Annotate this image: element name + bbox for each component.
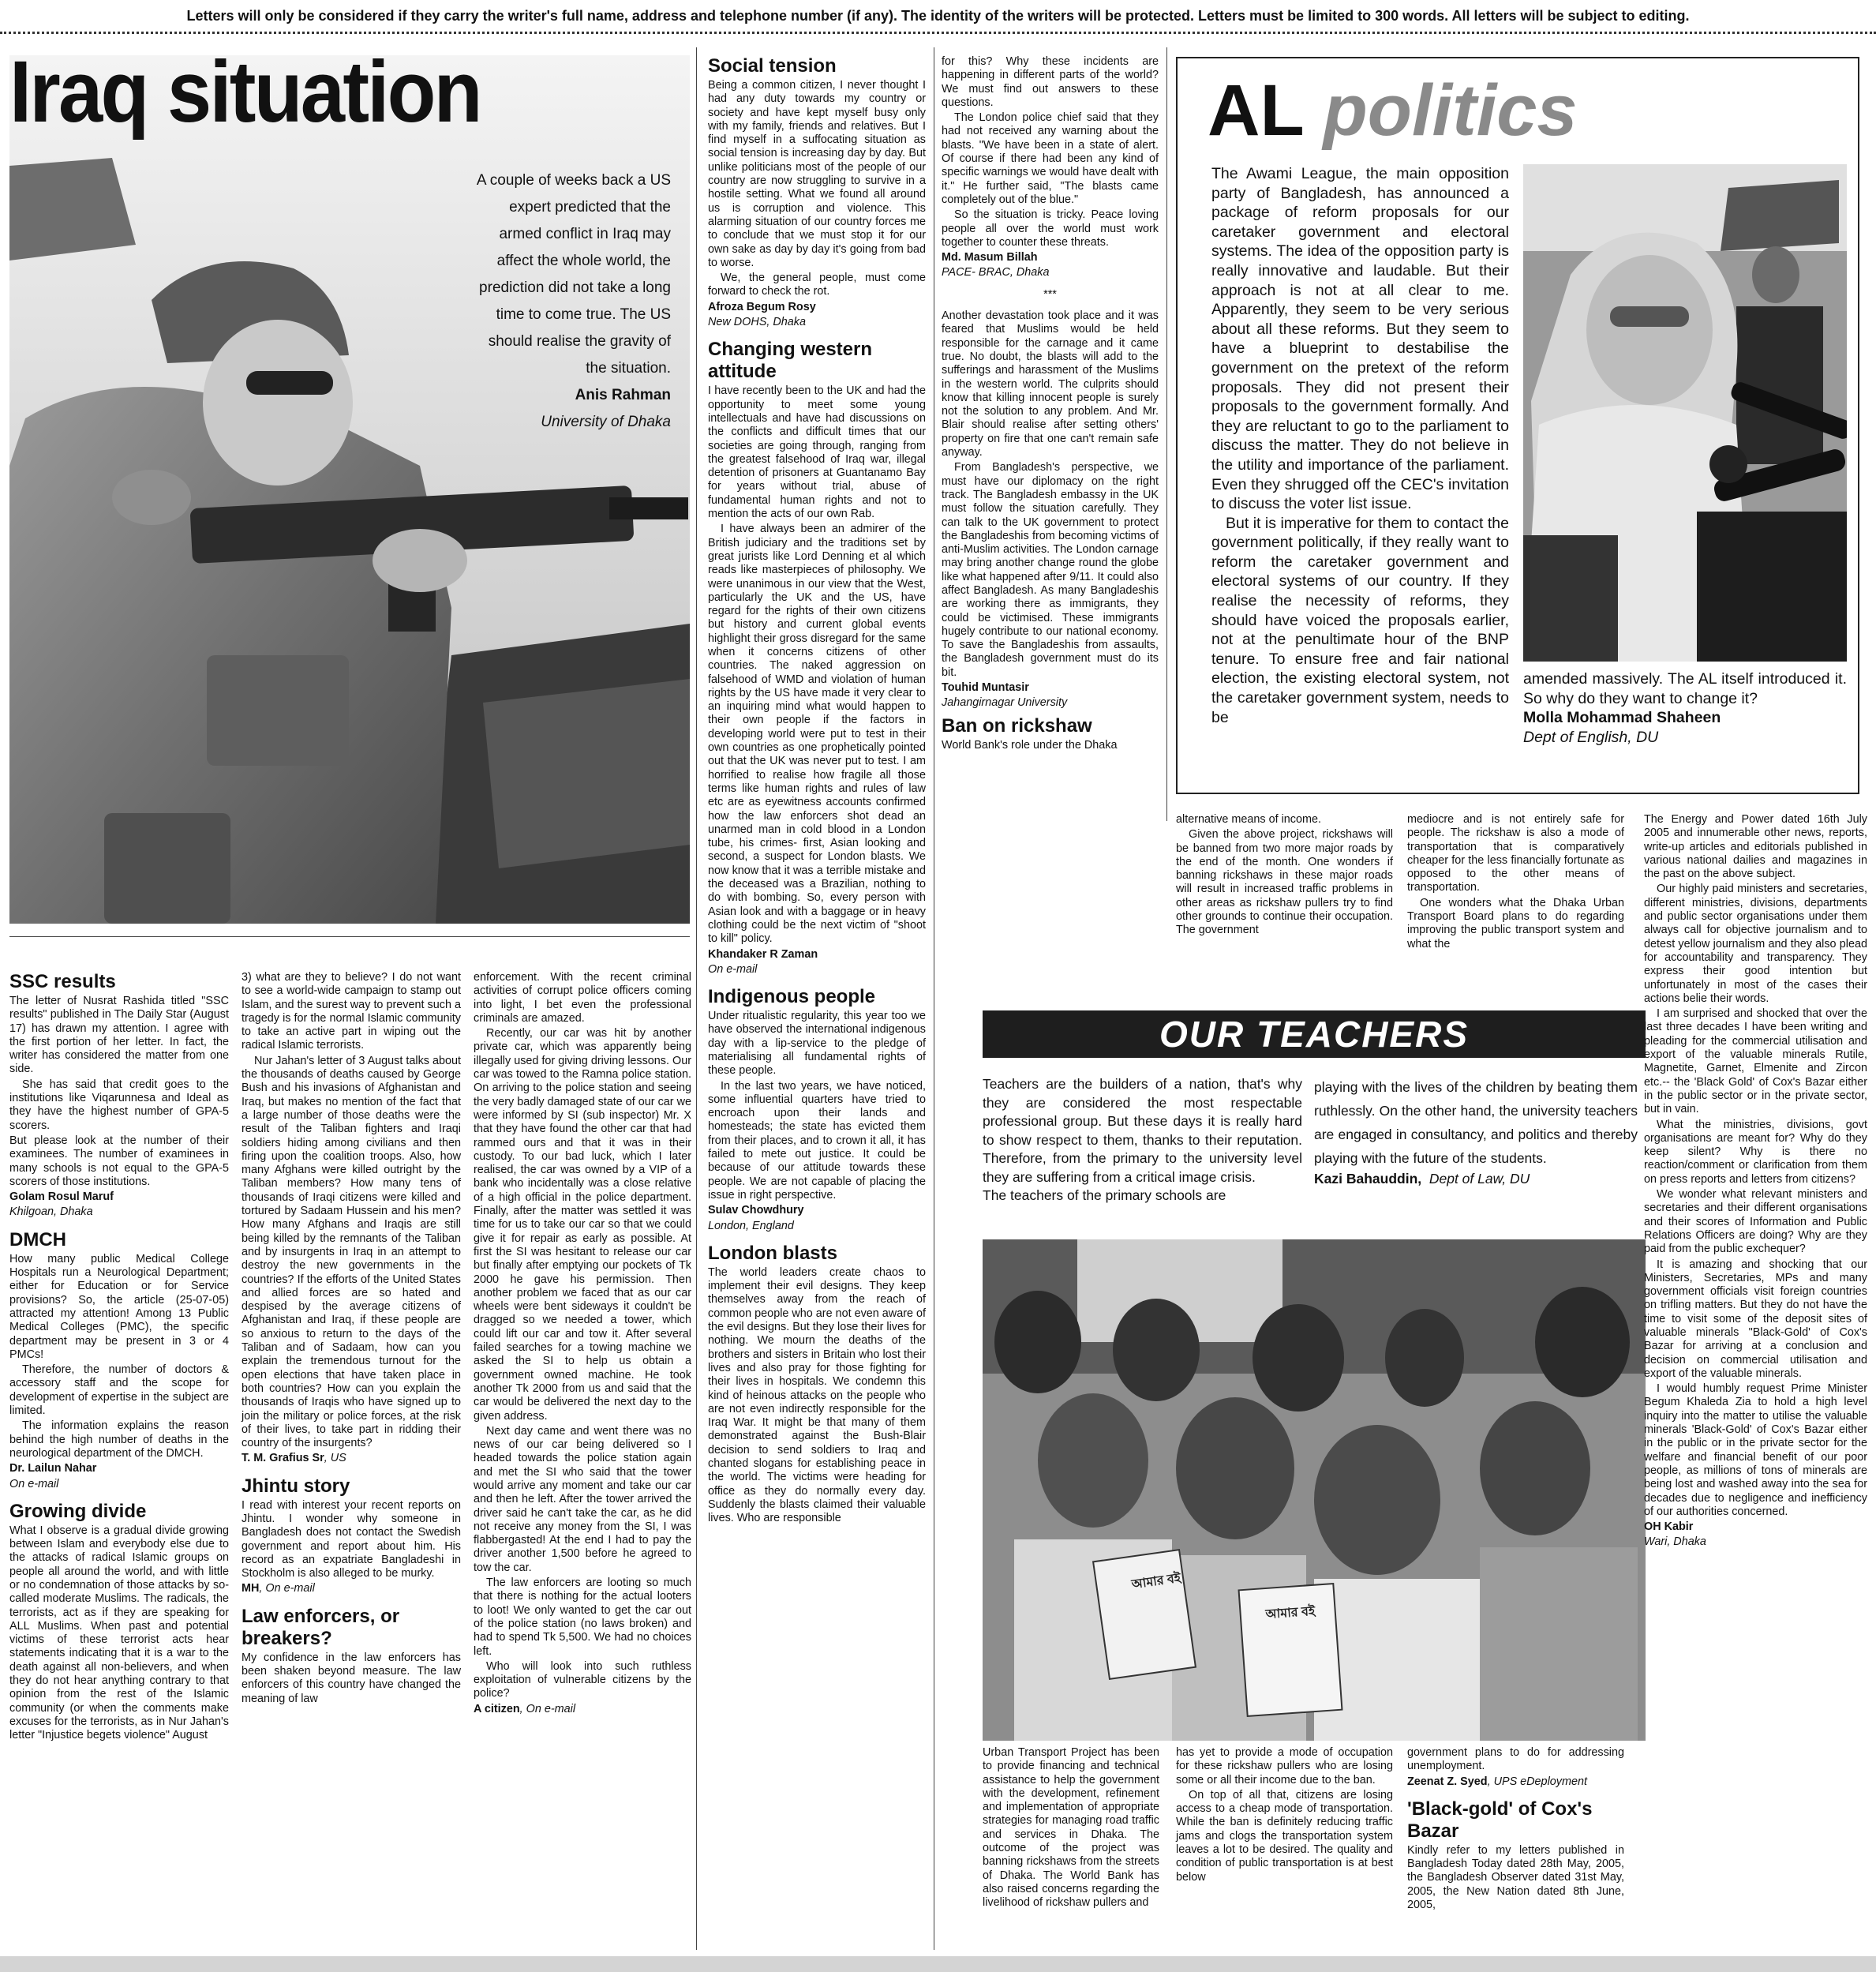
indigenous-author: Sulav Chowdhury	[708, 1204, 804, 1217]
indigenous-body: In the last two years, we have noticed, some influential quarters have tried to encroach upon their lands and homesteads; the state has evicted them from their places, and to crown it all, it has failed to mete out justice. It could be because of our attitude towards these people. We are not capable of placing the issue in right perspective.	[708, 1079, 926, 1202]
growing-divide-body: Nur Jahan's letter of 3 August talks about the thousands of deaths caused by George Bush and his invasions of Afghanistan and Iraq, but makes no mention of the fact that a large number of those deaths were the result of the Taliban fighters and Iraqi soldiers hiding among civilians and then firing upon the coalition troops. Also, how many Afghans were killed outright by the Taliban members? How many tens of thousands of Iraqi citizens were killed and tortured by Sadaam Hussein and his men? How many Afghans and Iraqis are still being killed by the remnants of the Taliban and by insurgents in Iraq in an attempt to destroy the new governments in the countries? If the efforts of the United States and allied forces are so hated and despised by the average citizens of Afghanistan and Iraq, if these people are so anxious to return to the days of the Taliban and of Sadaam, how can you explain the tremendous turnout for the open elections that have taken place in both countries? How can you explain the thousands of Iraqis who have signed up to join the military or police forces, at the risk of their lives, to take part in ridding their country of the insurgents?	[242, 1054, 461, 1450]
law-enforcers-author: A citizen	[474, 1702, 520, 1715]
black-gold-body: It is amazing and shocking that our Ministers, Secretaries, MPs and many government officials visit foreign countries on trifling matters. But they do not have the time to visit some of the deposit sites of valuable minerals "Black-Gold' of Cox's Bazar for arriving at a conclusion and decision on commercial utilisation and export of the valuable minerals.	[1644, 1258, 1867, 1380]
jhintu-affiliation: , On e-mail	[259, 1582, 315, 1595]
indigenous-body: Under ritualistic regularity, this year too we have observed the international indigenous day with a lip-service to the pledge of materialising all fundamental rights of these people.	[708, 1010, 926, 1078]
iraq-affiliation: University of Dhaka	[541, 414, 671, 430]
al-body-p2: But it is imperative for them to contact the government politically, if they really want to reform the caretaker government and electoral systems of our country. If they realise the necessity of reforms, they should have voiced the proposals earlier, not at the penultimate hour of the BNP tenure. To ensure free and fair national election, the existing electoral system, not the caretaker government system, needs to be	[1211, 514, 1509, 726]
blasts-cont-body: The London police chief said that they had not received any warning about the blasts. "We have been in a state of alert. Of course if there had been any kind of specific warnings we would have dealt with it." He further said, "The blasts came completely out of the blue."	[942, 111, 1159, 206]
growing-divide-affiliation: , US	[324, 1452, 346, 1465]
ban-rickshaw-title: Ban on rickshaw	[942, 714, 1092, 737]
social-tension-title: Social tension	[708, 55, 837, 77]
black-gold-author: OH Kabir	[1644, 1520, 1694, 1534]
al-politics-tail	[1523, 669, 1847, 747]
black-gold-body: Kindly refer to my letters published in Bangladesh Today dated 28th May, 2005, the Bangladesh Observer dated 31st May, 2005, the New Nation dated 8th June, 2005,	[1407, 1843, 1624, 1912]
column-2b	[474, 971, 691, 1950]
indigenous-affiliation: London, England	[708, 1219, 794, 1232]
western-attitude-affiliation: On e-mail	[708, 962, 758, 976]
ban-rickshaw-body: World Bank's role under the Dhaka	[942, 738, 1118, 752]
al-author: Molla Mohammad Shaheen	[1523, 709, 1721, 727]
law-enforcers-body: The law enforcers are looting so much that there is nothing for the actual looters to loot! We only wanted to get the car out of the police station (no laws broken) and had to spend Tk 5,500. We had no choices left.	[474, 1576, 691, 1658]
teachers-body-p3: playing with the lives of the children by beating them ruthlessly. On the other hand, the university teachers are engaged in consultancy, and politics and thereby playing with the future of the students.	[1314, 1079, 1638, 1166]
western-attitude-body: I have always been an admirer of the British judiciary and the traditions set by great jurists like Lord Denning et al which reads like masterpieces of philosophy. We were unanimous in our view that the West, particularly the UK and the US, have regard for the rights of their own citizens but history and current global events highlight their gross disregard for the same when it concerns citizens of other countries. The naked aggression on falsehood of WMD and violation of human rights by the US have made it very clear to an inquiring mind what would happen to their own people if the factors in developing world were put to test in their own countries as one prophetically pointed out that the UK was never put to test. I am horrified to realise how fragile all those terms like human rights and rules of law etc are as eyewitness accounts confirmed how the law enforcers shot dead an unarmed man in cold blood in a London tube, his crimes- first, Asian looking and second, a suspect for London blasts. We now know that it was a terrible mistake and the deceased was a Brazilian, nothing to do with bombing. So, every person with Asian look and with a baggage or in heavy clothing could be the next victim of "shoot to kill" policy.	[708, 523, 926, 946]
dmch-affiliation: On e-mail	[9, 1477, 59, 1490]
ban-rickshaw-affiliation: , UPS eDeployment	[1487, 1775, 1587, 1788]
indigenous-title: Indigenous people	[708, 986, 876, 1008]
jhintu-story-body: I read with interest your recent reports on Jhintu. I wonder why someone in Bangladesh does not contact the Swedish government and report about him. His record as an expatriate Bangladeshi in Stockholm is also alleged to be murky.	[242, 1498, 461, 1580]
dmch-body: The information explains the reason behind the high number of deaths in the neurological department of the DMCH.	[9, 1419, 229, 1460]
social-tension-affiliation: New DOHS, Dhaka	[708, 316, 806, 329]
growing-divide-author: T. M. Grafius Sr	[242, 1452, 324, 1465]
blasts-cont-body: From Bangladesh's perspective, we must have our diplomacy on the right track. The Bangladesh embassy in the UK must follow the situation carefully. They can talk to the UK government to protect the Bangladeshis from becoming victims of anti-Muslim activities. The London carnage may bring another change round the globe like what happened after 9/11. It could also affect Bangladesh. As many Bangladeshis are working there as immigrants, they could be victimised. These immigrants hugely contribute to our national economy. To save the Bangladeshis from assaults, the Bangladesh government must do its bit.	[942, 461, 1159, 679]
rickshaw-col-d	[1176, 1746, 1393, 1886]
ssc-results-affiliation: Khilgoan, Dhaka	[9, 1205, 93, 1219]
column-3	[708, 55, 926, 1950]
ssc-results-title: SSC results	[9, 971, 116, 992]
ban-rickshaw-body: Given the above project, rickshaws will be banned from two more major roads by the end of the month. One wonders if banning rickshaws in these major roads will result in increased traffic problems in other areas as rickshaw pullers try to find other grounds to continue their occupation. The government	[1176, 828, 1393, 937]
blasts-cont-body: for this? Why these incidents are happening in different parts of the world? We must find out answers to these questions.	[942, 55, 1159, 109]
western-attitude-body: I have recently been to the UK and had the opportunity to meet some young intellectuals and have had discussions on the conflicts and difficult times that our societies are going through, ranging from the greatest falsehood of Iraq war, illegal detention of prisoners at Guantanamo Bay for years without trial, abuse of fundamental human rights and not to mention the acts of our own Rab.	[708, 384, 926, 521]
western-attitude-author: Khandaker R Zaman	[708, 947, 818, 961]
black-gold-body: I am surprised and shocked that over the last three decades I have been writing and pleading for the commercial utilisation and export of the valuable minerals Rutile, Magnetite, Garnet, Elmenite and Zircon etc.-- the 'Black Gold' of Cox's Bazar either in the public sector or in the private sector, but in vain.	[1644, 1007, 1867, 1116]
ssc-results-body: The letter of Nusrat Rashida titled "SSC results" published in The Daily Star (August 17) has drawn my attention. I agree with the first portion of her letter. In fact, the writer has considered the matter from one side.	[9, 995, 229, 1076]
al-politics-title	[1208, 71, 1578, 150]
blasts-cont-affiliation: PACE- BRAC, Dhaka	[942, 266, 1050, 279]
teachers-children-photo	[983, 1239, 1646, 1741]
black-gold-title: 'Black-gold' of Cox's Bazar	[1407, 1798, 1593, 1842]
black-gold-body: We wonder what relevant ministers and secretaries and their different organisations and their scores of Information and Public Relations Officers are doing? Why are they paid from the public exchequer?	[1644, 1188, 1867, 1256]
growing-divide-body: What I observe is a gradual divide growing between Islam and everybody else due to the attacks of radical Islamic groups on people all around the world, and with little or no condemnation of those attacks by so-called moderate Muslims. The radicals, the terrorists, act as if they are speaking for ALL Muslims. When past and potential victims of these terrorist acts hear statements indicating that it is a war to the death against all non-believers, and when they do not hear anything contrary to that opinion from the rest of the Islamic community (or when the comments make excuses for the terrorists, as in Nur Jahan's letter "Injustice begets violence" August	[9, 1524, 229, 1742]
blasts-cont-body: So the situation is tricky. Peace loving people all over the world must work together to counter these threats.	[942, 208, 1159, 249]
al-body-p1: The Awami League, the main opposition party of Bangladesh, has announced a package of reform proposals for our caretaker government and electoral systems. The idea of the opposition party is really innovative and laudable. But their approach is not at all clear to me. Apparently, they seem to be very serious about all these reforms. But they seem to have a blueprint to destabilise the government on the pretext of the reform proposals. They did not present their proposals to the government formally. And they are reluctant to go to the parliament to discuss the matter. They do not believe in the utility and importance of the parliament. Even they shrugged off the CEC's invitation to discuss the voter list issue.	[1211, 165, 1509, 513]
dmch-title: DMCH	[9, 1228, 66, 1250]
column-4	[942, 55, 1159, 987]
our-teachers-title: OUR TEACHERS	[983, 1010, 1646, 1058]
column-rule	[1166, 47, 1167, 821]
ssc-results-body: She has said that credit goes to the institutions like Viqarunnesa and Ideal as they have the highest number of GPA-5 scorers.	[9, 1078, 229, 1132]
ban-rickshaw-body: mediocre and is not entirely safe for people. The rickshaw is also a mode of transportation that is comparatively cheaper for the less financially fortunate as opposed to the other means of transportation.	[1407, 813, 1624, 894]
blasts-cont-author: Md. Masum Billah	[942, 251, 1038, 264]
law-enforcers-body: Who will look into such ruthless exploitation of vulnerable citizens by the police?	[474, 1659, 691, 1700]
jhintu-story-title: Jhintu story	[242, 1475, 350, 1497]
law-enforcers-body: enforcement. With the recent criminal activities of corrupt police officers coming into light, I bet even the professional criminals are amazed.	[474, 971, 691, 1025]
black-gold-body: I would humbly request Prime Minister Begum Khaleda Zia to hold a high level inquiry into the matter to utilise the valuable minerals 'Black-Gold' of Cox's Bazar either in the public or in the private sector for the welfare and financial benefit of our poor people, as millions of tons of minerals are being lost and washed away into the sea for decades due to negligence and inefficiency of our authorities concerned.	[1644, 1382, 1867, 1518]
law-enforcers-body: My confidence in the law enforcers has been shaken beyond measure. The law enforcers of this country have changed the meaning of law	[242, 1651, 461, 1705]
growing-divide-title: Growing divide	[9, 1500, 147, 1522]
law-enforcers-body: Recently, our car was hit by another private car, which was apparently being illegally used for giving driving lessons. Our car was towed to the Ramna police station. On arriving to the police station and seeing the very badly damaged state of our car we were informed by SI (sub inspector) Mr. X that they have found the other car that had rammed ours and that it was in their custody. To our bad luck, which I later realised, the car was owned by a VIP of a bank who incidentally was a close relative of a high official in the police department. Finally, after the matter was settled it was time for us to take our car so that we could give it for repair as early as possible. At first the SI was hesitant to release our car but finally after emptying our pockets of Tk 2000 he gave his permission. Then another problem we faced that as our car wheels were bent sideways it couldn't be dragged so we needed a tower, which could lift our car and tow it. After several failed searches for a towing machine we asked the SI to help us obtain a government owned machine. He took another Tk 2000 from us and said that the car would be delivered the next day to the given address.	[474, 1027, 691, 1423]
teachers-author: Kazi Bahauddin,	[1314, 1171, 1422, 1187]
column-rule	[696, 47, 697, 1950]
page-footer-strip	[0, 1956, 1876, 1972]
ssc-results-body: But please look at the number of their examinees. The number of examinees in many schools is not equal to the GPA-5 scorers of those institutions.	[9, 1134, 229, 1188]
ban-rickshaw-body: alternative means of income.	[1176, 813, 1321, 826]
section-rule	[9, 936, 690, 937]
social-tension-body: Being a common citizen, I never thought I had any duty towards my country or society and have kept myself busy only with my family, friends and relatives. But I find myself in a suffocating situation as social tension is increasing day by day. But unlike politicians most of the people of our country are now struggling to survive in a hostile setting. What we found all around us is corruption and violence. This alarming situation of our country forces me to conclude that we must stop it for our own sake as day by day it's going from bad to worse.	[708, 79, 926, 269]
rickshaw-col-e	[1407, 1746, 1624, 1914]
book-cover-text: আমার বই	[1130, 1571, 1182, 1592]
banner-divider	[0, 32, 1876, 34]
black-gold-body: Our highly paid ministers and secretaries, different ministries, divisions, departments and public sector organisations under them always call for objective journalism and to detest yellow journalism and they also plead for accountability and transparency. They express their good intention but unfortunately in most of the cases their actions belie their words.	[1644, 883, 1867, 1005]
ban-rickshaw-body: government plans to do for addressing unemployment.	[1407, 1746, 1624, 1773]
dmch-body: How many public Medical College Hospitals run a Neurological Department; either for Education or for Service provisions? So, the article (25-07-05) attracted my attention! Among 13 Public Medical Colleges (PMC), the specific department may be present in 3 or 4 PMCs!	[9, 1252, 229, 1361]
blasts-cont-affiliation: Jahangirnagar University	[942, 696, 1068, 710]
dmch-author: Dr. Lailun Nahar	[9, 1462, 97, 1475]
iraq-author: Anis Rahman	[575, 387, 671, 403]
law-enforcers-body: Next day came and went there was no news of our car being delivered so I headed towards the police station again and met the SI who said that the tower would arrive any moment and take our car and then he left. After the tower arrived the driver said he can't take the car, as he did not receive any money from the SI, I was flabbergasted! At the end I had to pay the driver another 1,500 before he agreed to tow the car.	[474, 1424, 691, 1574]
dmch-body: Therefore, the number of doctors & accessory staff and the scope for development of expertise in the subject are limited.	[9, 1363, 229, 1418]
blasts-cont-author: Touhid Muntasir	[942, 681, 1029, 695]
iraq-situation-title: Iraq situation	[9, 43, 481, 141]
teachers-body-b	[1314, 1075, 1638, 1189]
blasts-cont-body: Another devastation took place and it was feared that Muslims would be held responsible for the carnage and it came true. No doubt, the blasts will add to the sufferings and harassment of the Muslims in the western world. The culprits should know that killing innocent people is surely not the solution to any problem. And Mr. Blair should realise after setting others' property on fire that one can't remain safe anyway.	[942, 309, 1159, 459]
iraq-lead-text: A couple of weeks back a US expert predicted that the armed conflict in Iraq may affect the whole world, the prediction did not take a long time to come true. The US should realise the gravity of the situation.	[476, 172, 671, 377]
letters-policy-banner: Letters will only be considered if they carry the writer's full name, address and telephone number (if any). The identity of the writers will be protected. Letters must be limited to 300 words. All letters will be subject to editing.	[186, 8, 1690, 24]
teachers-body-p2: The teachers of the primary schools are	[983, 1187, 1226, 1203]
teachers-body-a	[983, 1075, 1302, 1205]
ban-rickshaw-body: Urban Transport Project has been to provide financing and technical assistance to help the government with the development, refinement and implementation of appropriate strategies for managing road traffic and services in Dhaka. The outcome of the project was banning rickshaws from the streets of Dhaka. The World Bank has also raised concerns regarding the livelihood of rickshaw pullers and	[983, 1746, 1159, 1910]
ban-rickshaw-body: has yet to provide a mode of occupation for these rickshaw pullers who are losing some or all their income due to the ban.	[1176, 1746, 1393, 1786]
social-tension-body: We, the general people, must come forward to check the rot.	[708, 272, 926, 298]
london-blasts-body: The world leaders create chaos to implement their evil designs. They keep themselves away from the reach of common people who are not even aware of the evil designs. But they lose their lives for nothing. We mourn the deaths of the brothers and sisters in Britain who lost their lives and also pray for those fighting for their lives in hospitals. We condemn this kind of heinous attacks on the people who are not even indirectly responsible for the Iraq War. It might be that many of them demonstrated against the Bush-Blair decision to send soldiers to Iraq and chanted slogans for establishing peace in the world. The victims were heading for office as they do normally every day. Suddenly the blasts claimed their valuable lives. Who are responsible	[708, 1265, 926, 1525]
separator-stars: ***	[1043, 287, 1057, 301]
ban-rickshaw-body: On top of all that, citizens are losing access to a cheap mode of transportation. While the ban is definitely reducing traffic jams and clogs the transportation system leaves a lot to be desired. The quality and condition of public transportation is at best below	[1176, 1788, 1393, 1884]
ssc-results-author: Golam Rosul Maruf	[9, 1190, 114, 1204]
black-gold-column	[1644, 813, 1867, 1551]
rickshaw-col-a	[1176, 813, 1393, 939]
iraq-situation-lead	[466, 167, 671, 436]
social-tension-author: Afroza Begum Rosy	[708, 300, 816, 313]
law-enforcers-affiliation: , On e-mail	[519, 1702, 576, 1715]
al-title-light: politics	[1323, 70, 1578, 151]
rickshaw-col-b	[1407, 813, 1624, 953]
western-attitude-title: Changing western attitude	[708, 339, 873, 383]
black-gold-body: What the ministries, divisions, govt organisations are meant for? Why do they keep silent? Why is there no reaction/comment or clarification from them on press reports and letters from citizens?	[1644, 1118, 1867, 1186]
column-2	[242, 971, 461, 1950]
al-body-p3: amended massively. The AL itself introduced it. So why do they want to change it?	[1523, 670, 1847, 707]
london-blasts-title: London blasts	[708, 1242, 837, 1264]
al-affiliation: Dept of English, DU	[1523, 728, 1659, 746]
ban-rickshaw-body: One wonders what the Dhaka Urban Transport Board plans to do regarding improving the public transport system and what the	[1407, 896, 1624, 950]
black-gold-body: The Energy and Power dated 16th July 2005 and innumerable other news, reports, write-up articles and editorials published in various national dailies and magazines in the past on the above subject.	[1644, 813, 1867, 881]
ban-rickshaw-author: Zeenat Z. Syed	[1407, 1775, 1488, 1788]
teachers-body-p1: Teachers are the builders of a nation, that's why they are considered the most respectable professional group. But these days it is really hard to show respect to them, thanks to their reputation. Therefore, from the primary to the university level they are suffering from a critical image crisis.	[983, 1076, 1302, 1185]
growing-divide-body: 3) what are they to believe? I do not want to see a world-wide campaign to stamp out Islam, and the surest way to prevent such a tragedy is for the normal Islamic community to take an active part in wiping out the radical Islamic terrorists.	[242, 971, 461, 1052]
black-gold-affiliation: Wari, Dhaka	[1644, 1535, 1706, 1549]
al-politics-body	[1211, 164, 1509, 727]
jhintu-author: MH	[242, 1582, 260, 1595]
law-enforcers-title: Law enforcers, or breakers?	[242, 1605, 400, 1649]
column-1	[9, 971, 229, 1950]
al-title-dark: AL	[1208, 70, 1303, 151]
teachers-affiliation: Dept of Law, DU	[1429, 1171, 1530, 1187]
rickshaw-col-c	[983, 1746, 1159, 1912]
book-cover-text: আমার বই	[1265, 1604, 1316, 1622]
al-politics-photo	[1523, 164, 1847, 662]
